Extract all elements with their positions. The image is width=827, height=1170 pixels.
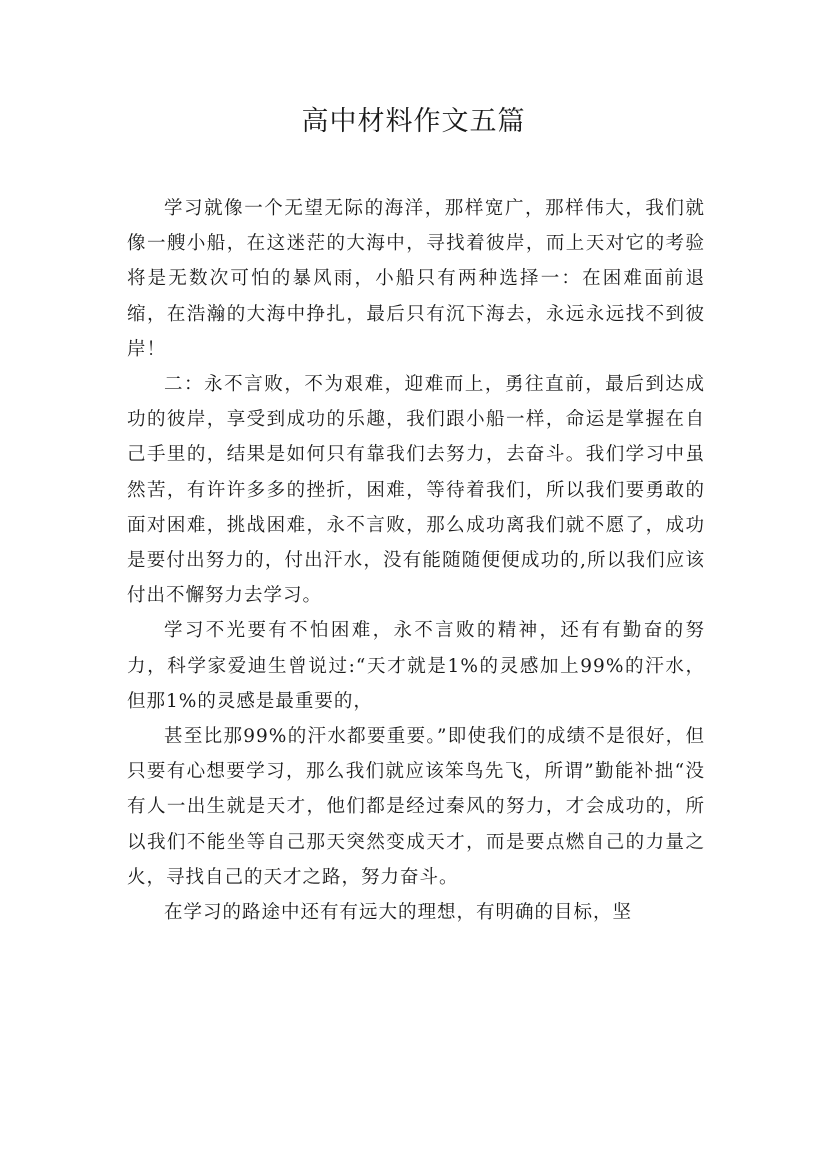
paragraph-2: 二：永不言败，不为艰难，迎难而上，勇往直前，最后到达成功的彼岸，享受到成功的乐趣，我们跟小船一样，命运是掌握在自己手里的，结果是如何只有靠我们去努力，去奋斗。我们学习中虽然苦，有许许多多的挫折，困难，等待着我们，所以我们要勇敢的面对困难，挑战困难，永不言败，那么成功离我们就不愿了，成功是要付出努力的，付出汗水，没有能随随便便成功的,所以我们应该付出不懈努力去学习。 [127, 374, 705, 607]
document-body [127, 191, 705, 930]
paragraph-3: 学习不光要有不怕困难，永不言败的精神，还有有勤奋的努力，科学家爱迪生曾说过:“天才就是1%的灵感加上99%的汗水，但那1%的灵感是最重要的， [127, 620, 705, 712]
paragraph-5: 在学习的路途中还有有远大的理想，有明确的目标，坚 [164, 902, 633, 924]
paragraph-4: 甚至比那99%的汗水都要重要。”即使我们的成绩不是很好，但只要有心想要学习，那么我们就应该笨鸟先飞，所谓”勤能补拙“没有人一出生就是天才，他们都是经过秦风的努力，才会成功的，所以我们不能坐等自己那天突然变成天才，而是要点燃自己的力量之火，寻找自己的天才之路，努力奋斗。 [127, 726, 705, 888]
document-title: 高中材料作文五篇 [301, 106, 526, 137]
paragraph-1: 学习就像一个无望无际的海洋，那样宽广，那样伟大，我们就像一艘小船，在这迷茫的大海中，寻找着彼岸，而上天对它的考验将是无数次可怕的暴风雨，小船只有两种选择一：在困难面前退缩，在浩瀚的大海中挣扎，最后只有沉下海去，永远永远找不到彼岸！ [127, 198, 705, 360]
